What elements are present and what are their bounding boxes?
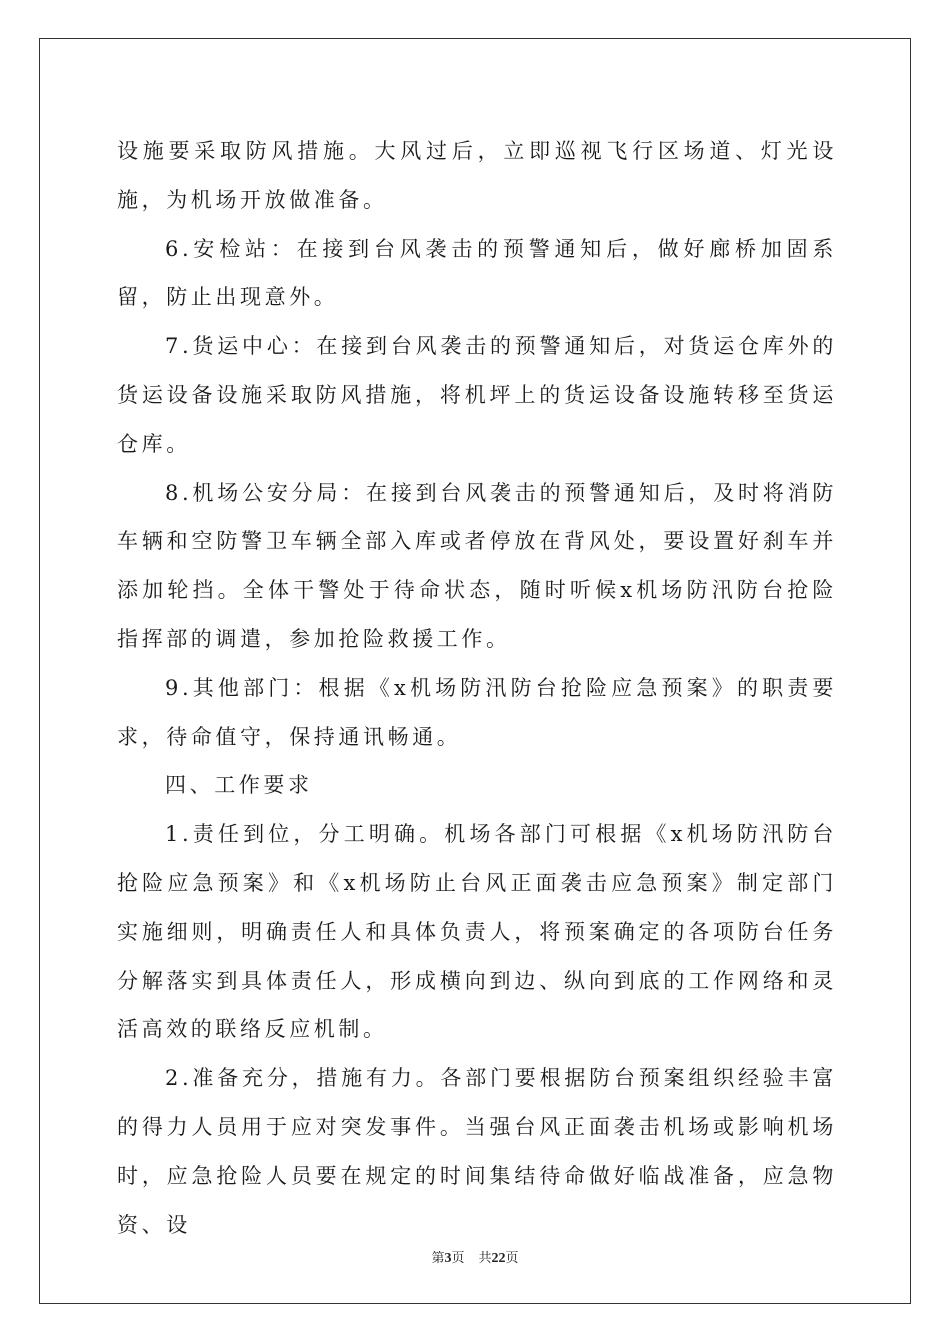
paragraph-6: 1.责任到位，分工明确。机场各部门可根据《x机场防汛防台抢险应急预案》和《x机场防止台风正面袭击应急预案》制定部门实施细则，明确责任人和具体负责人，将预案确定的各项防台任务分解落实到具体责任人，形成横向到边、纵向到底的工作网络和灵活高效的联络反应机制。: [117, 822, 837, 1042]
page-number: 3: [444, 1251, 452, 1266]
paragraph-2: 6.安检站：在接到台风袭击的预警通知后，做好廊桥加固系留，防止出现意外。: [117, 236, 837, 310]
total-pages: 22: [491, 1251, 506, 1266]
paragraph-4: 8.机场公安分局：在接到台风袭击的预警通知后，及时将消防车辆和空防警卫车辆全部入库或者停放在背风处，要设置好刹车并添加轮挡。全体干警处于待命状态，随时听候x机场防汛防台抢险指挥部的调遣，参加抢险救援工作。: [117, 480, 837, 651]
page-suffix: 页: [451, 1251, 465, 1266]
page-prefix: 第: [431, 1251, 445, 1266]
document-body: [117, 127, 837, 1249]
paragraph-7: 2.准备充分，措施有力。各部门要根据防台预案组织经验丰富的得力人员用于应对突发事件。当强台风正面袭击机场或影响机场时，应急抢险人员要在规定的时间集结待命做好临战准备，应急物资、设: [117, 1066, 837, 1237]
section-heading: 四、工作要求: [165, 773, 313, 798]
paragraph-1: 设施要采取防风措施。大风过后，立即巡视飞行区场道、灯光设施，为机场开放做准备。: [117, 139, 837, 212]
paragraph-5: 9.其他部门：根据《x机场防汛防台抢险应急预案》的职责要求，待命值守，保持通讯畅通。: [117, 675, 837, 749]
page-footer: [0, 1247, 950, 1267]
paragraph-3: 7.货运中心：在接到台风袭击的预警通知后，对货运仓库外的货运设备设施采取防风措施，将机坪上的货运设备设施转移至货运仓库。: [117, 334, 837, 456]
total-suffix: 页: [505, 1251, 519, 1266]
total-prefix: 共: [478, 1251, 492, 1266]
